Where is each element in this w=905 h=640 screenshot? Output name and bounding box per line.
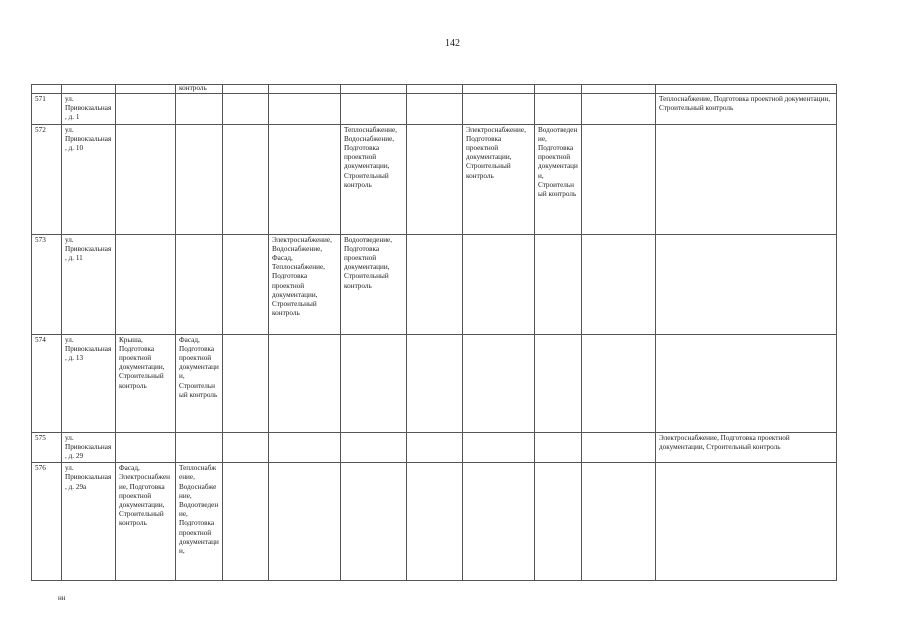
work-col-7 <box>407 124 463 234</box>
address: ул. Привокзальная, д. 1 <box>62 94 116 125</box>
work-col-8 <box>463 234 535 334</box>
work-col-9 <box>535 463 582 581</box>
continuation-row <box>32 85 837 94</box>
work-col-7 <box>407 94 463 125</box>
work-col-5 <box>269 334 341 432</box>
work-col-8 <box>463 334 535 432</box>
work-col-12: Теплоснабжение, Подготовка проектной документации, Строительный контроль <box>656 94 837 125</box>
work-col-9 <box>535 234 582 334</box>
work-col-9 <box>535 432 582 463</box>
work-col-12 <box>656 124 837 234</box>
work-col-3 <box>176 234 223 334</box>
table-row <box>32 234 837 334</box>
work-col-6 <box>341 94 407 125</box>
work-col-3: Фасад, Подготовка проектной документации, Строительный контроль <box>176 334 223 432</box>
work-col-10 <box>582 334 656 432</box>
work-col-3: Теплоснабжение, Водоснабжение, Водоотведение, Подготовка проектной документации, <box>176 463 223 581</box>
address: ул. Привокзальная, д. 13 <box>62 334 116 432</box>
work-col-10 <box>582 234 656 334</box>
work-col-6 <box>341 463 407 581</box>
work-col-3 <box>176 124 223 234</box>
page-number: 142 <box>445 38 460 49</box>
work-col-10 <box>582 432 656 463</box>
work-col-9 <box>535 94 582 125</box>
row-number: 574 <box>32 334 62 432</box>
work-col-5 <box>269 463 341 581</box>
work-col-10 <box>582 124 656 234</box>
work-col-10 <box>582 463 656 581</box>
work-col-5 <box>269 432 341 463</box>
table-row <box>32 463 837 581</box>
work-col-12: Электроснабжение, Подготовка проектной документации, Строительный контроль <box>656 432 837 463</box>
work-col-12 <box>656 334 837 432</box>
work-col-5 <box>269 94 341 125</box>
work-col-12 <box>656 463 837 581</box>
work-col-2 <box>116 432 176 463</box>
work-col-4 <box>223 124 269 234</box>
work-col-2 <box>116 124 176 234</box>
work-col-9 <box>535 334 582 432</box>
continuation-cell: контроль <box>176 85 223 94</box>
table-row <box>32 334 837 432</box>
work-col-8 <box>463 432 535 463</box>
work-col-4 <box>223 234 269 334</box>
work-col-4 <box>223 334 269 432</box>
work-col-4 <box>223 463 269 581</box>
work-col-9: Водоотведение, Подготовка проектной документации, Строительный контроль <box>535 124 582 234</box>
row-number: 576 <box>32 463 62 581</box>
work-col-2 <box>116 234 176 334</box>
work-col-3 <box>176 94 223 125</box>
work-col-5: Электроснабжение, Водоснабжение, Фасад, Теплоснабжение, Подготовка проектной документации, Строительный контроль <box>269 234 341 334</box>
address: ул. Привокзальная, д. 11 <box>62 234 116 334</box>
row-number: 572 <box>32 124 62 234</box>
table-row <box>32 124 837 234</box>
work-col-7 <box>407 432 463 463</box>
row-number: 573 <box>32 234 62 334</box>
work-col-8: Электроснабжение, Подготовка проектной документации, Строительный контроль <box>463 124 535 234</box>
work-col-8 <box>463 94 535 125</box>
row-number: 575 <box>32 432 62 463</box>
work-col-2 <box>116 94 176 125</box>
capital-repair-table <box>31 84 837 581</box>
work-col-7 <box>407 334 463 432</box>
work-col-5 <box>269 124 341 234</box>
work-col-6: Теплоснабжение, Водоснабжение, Подготовка проектной документации, Строительный контроль <box>341 124 407 234</box>
address: ул. Привокзальная, д. 29 <box>62 432 116 463</box>
work-col-12 <box>656 234 837 334</box>
work-col-6 <box>341 334 407 432</box>
work-col-8 <box>463 463 535 581</box>
work-col-7 <box>407 234 463 334</box>
table-row <box>32 94 837 125</box>
address: ул. Привокзальная, д. 10 <box>62 124 116 234</box>
work-col-2: Фасад, Электроснабжение, Подготовка проектной документации, Строительный контроль <box>116 463 176 581</box>
work-col-10 <box>582 94 656 125</box>
work-col-4 <box>223 94 269 125</box>
work-col-6 <box>341 432 407 463</box>
address: ул. Привокзальная, д. 29а <box>62 463 116 581</box>
work-col-3 <box>176 432 223 463</box>
footer-mark: нн <box>58 594 66 602</box>
work-col-4 <box>223 432 269 463</box>
table-row <box>32 432 837 463</box>
work-col-2: Крыша, Подготовка проектной документации, Строительный контроль <box>116 334 176 432</box>
row-number: 571 <box>32 94 62 125</box>
work-col-7 <box>407 463 463 581</box>
work-col-6: Водоотведение, Подготовка проектной документации, Строительный контроль <box>341 234 407 334</box>
